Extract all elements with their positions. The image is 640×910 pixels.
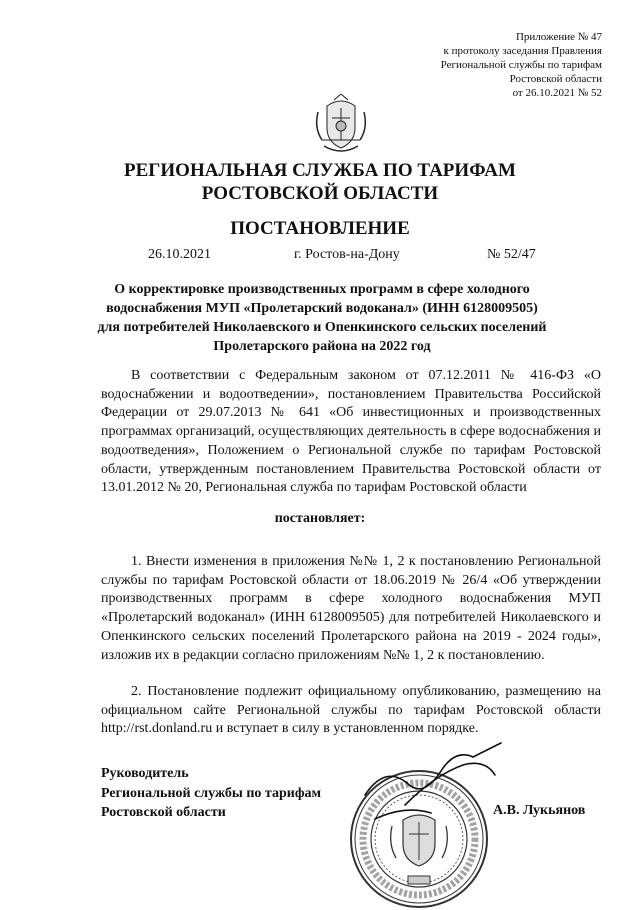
signer-title-line: Руководитель: [101, 766, 189, 781]
signer-title-line: Ростовской области: [101, 805, 226, 820]
annex-line: Приложение № 47: [515, 31, 602, 43]
document-type: ПОСТАНОВЛЕНИЕ: [230, 218, 410, 239]
organization-region: РОСТОВСКОЙ ОБЛАСТИ: [201, 183, 439, 204]
subject-line: для потребителей Николаевского и Опенкинского сельских поселений: [97, 320, 547, 335]
annex-line: Региональной службы по тарифам: [440, 59, 602, 71]
subject-line: водоснабжения МУП «Пролетарский водоканал» (ИНН 6128009505): [106, 301, 538, 316]
signer-title: [101, 764, 321, 823]
item-2-paragraph: 2. Постановление подлежит официальному опубликованию, размещению на официальном сайте Региональной службы по тарифам Ростовской области http://rst.donland.ru и вступает в силу в установленном порядке.: [101, 684, 601, 737]
annex-note: [441, 30, 602, 100]
decree-word: постановляет:: [274, 511, 366, 526]
annex-line: Ростовской области: [509, 73, 602, 85]
coat-of-arms-icon: [312, 94, 370, 156]
document-city: г. Ростов-на-Дону: [294, 247, 400, 262]
annex-line: от 26.10.2021 № 52: [512, 87, 602, 99]
signer-name: А.В. Лукьянов: [493, 803, 586, 818]
annex-line: к протоколу заседания Правления: [443, 45, 602, 57]
subject-line: О корректировке производственных программ в сфере холодного: [114, 282, 530, 297]
document-subject: [96, 280, 548, 356]
handwritten-signature-icon: [345, 735, 525, 865]
preamble-paragraph: В соответствии с Федеральным законом от 07.12.2011 № 416-ФЗ «О водоснабжении и водоотведении», постановлением Правительства Российской Федерации от 29.07.2013 № 641 «Об инвестиционных и производственных программах организаций, осуществляющих деятельность в сфере водоснабжения и водоотведения», Положением о Региональной службе по тарифам Ростовской области, утвержденным постановлением Правительства Ростовской области от 13.01.2012 № 20, Региональная служба по тарифам Ростовской области: [101, 368, 601, 496]
subject-line: Пролетарского района на 2022 год: [213, 339, 431, 354]
signer-title-line: Региональной службы по тарифам: [101, 785, 322, 801]
organization-name: РЕГИОНАЛЬНАЯ СЛУЖБА ПО ТАРИФАМ: [124, 160, 516, 181]
document-number: № 52/47: [487, 247, 536, 262]
item-1-paragraph: 1. Внести изменения в приложения №№ 1, 2 к постановлению Региональной службы по тарифам Ростовской области от 18.06.2019 № 26/4 «Об утверждении производственных программ в сфере холодного водоснабжения МУП «Пролетарский водоканал» (ИНН 6128009505) для потребителей Николаевского и Опенкинского сельских поселений Пролетарского района на 2019 - 2024 годы», изложив их в редакции согласно приложениям №№ 1, 2 к постановлению.: [101, 554, 601, 663]
document-date: 26.10.2021: [148, 247, 211, 262]
